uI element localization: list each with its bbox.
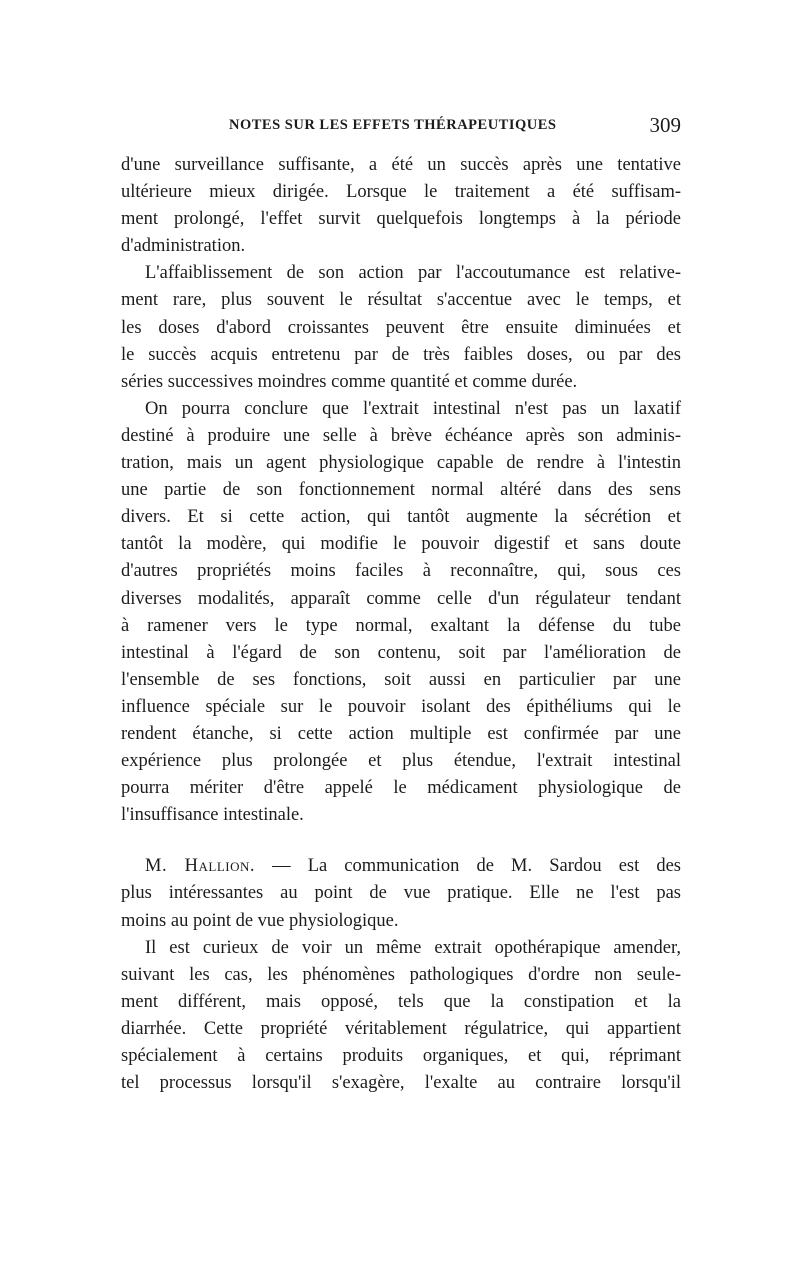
text-line: séries successives moindres comme quantité et comme durée. — [121, 371, 578, 392]
text-line: intestinal à l'égard de son contenu, soit par l'amélioration de — [121, 642, 681, 663]
text-line: d'autres propriétés moins faciles à reconnaître, qui, sous ces — [121, 561, 681, 582]
speaker-line-text: — La communication de M. Sardou est des — [255, 856, 681, 877]
text-line: influence spéciale sur le pouvoir isolant des épithéliums qui le — [121, 696, 681, 717]
page-number: 309 — [649, 113, 681, 137]
text-line: tel processus lorsqu'il s'exagère, l'exalte au contraire lorsqu'il — [121, 1073, 681, 1094]
text-line: ment prolongé, l'effet survit quelquefois longtemps à la période — [121, 209, 681, 230]
text-line: une partie de son fonctionnement normal altéré dans des sens — [121, 480, 681, 501]
text-line: diarrhée. Cette propriété véritablement régulatrice, qui appartient — [121, 1018, 681, 1039]
text-line: l'insuffisance intestinale. — [121, 805, 304, 826]
text-line: On pourra conclure que l'extrait intestinal n'est pas un laxatif — [145, 398, 681, 419]
text-line: L'affaiblissement de son action par l'accoutumance est relative- — [145, 263, 681, 284]
text-line: tration, mais un agent physiologique capable de rendre à l'intestin — [121, 453, 681, 474]
speaker-line — [121, 853, 681, 880]
text-line: ultérieure mieux dirigée. Lorsque le traitement a été suffisam- — [121, 182, 681, 203]
text-line: ment différent, mais opposé, tels que la constipation et la — [121, 991, 681, 1012]
text-line: pourra mériter d'être appelé le médicament physiologique de — [121, 778, 681, 799]
text-line: expérience plus prolongée et plus étendue, l'extrait intestinal — [121, 751, 681, 772]
text-line: à ramener vers le type normal, exaltant la défense du tube — [121, 615, 681, 636]
section-gap — [121, 829, 681, 853]
text-line: d'une surveillance suffisante, a été un succès après une tentative — [121, 155, 681, 175]
text-line: diverses modalités, apparaît comme celle d'un régulateur tendant — [121, 588, 681, 609]
body-text — [121, 152, 681, 1097]
text-line: les doses d'abord croissantes peuvent être ensuite diminuées et — [121, 317, 681, 338]
text-line: d'administration. — [121, 236, 246, 257]
running-title: NOTES SUR LES EFFETS THÉRAPEUTIQUES — [229, 117, 557, 133]
text-line: spécialement à certains produits organiques, et qui, réprimant — [121, 1046, 681, 1066]
text-line: plus intéressantes au point de vue pratique. Elle ne l'est pas — [121, 883, 681, 904]
speaker-name: M. Hallion. — [145, 856, 256, 877]
text-line: divers. Et si cette action, qui tantôt augmente la sécrétion et — [121, 507, 681, 528]
text-line: ment rare, plus souvent le résultat s'accentue avec le temps, et — [121, 290, 681, 311]
text-line: destiné à produire une selle à brève échéance après son adminis- — [121, 425, 681, 446]
running-header — [121, 113, 681, 141]
text-line: le succès acquis entretenu par de très faibles doses, ou par des — [121, 344, 681, 365]
text-line: suivant les cas, les phénomènes pathologiques d'ordre non seule- — [121, 964, 681, 985]
text-line: tantôt la modère, qui modifie le pouvoir digestif et sans doute — [121, 534, 681, 555]
text-line: moins au point de vue physiologique. — [121, 910, 399, 931]
text-line: Il est curieux de voir un même extrait opothérapique amender, — [145, 937, 681, 958]
text-line: l'ensemble de ses fonctions, soit aussi en particulier par une — [121, 669, 681, 690]
text-line: rendent étanche, si cette action multiple est confirmée par une — [121, 723, 681, 744]
